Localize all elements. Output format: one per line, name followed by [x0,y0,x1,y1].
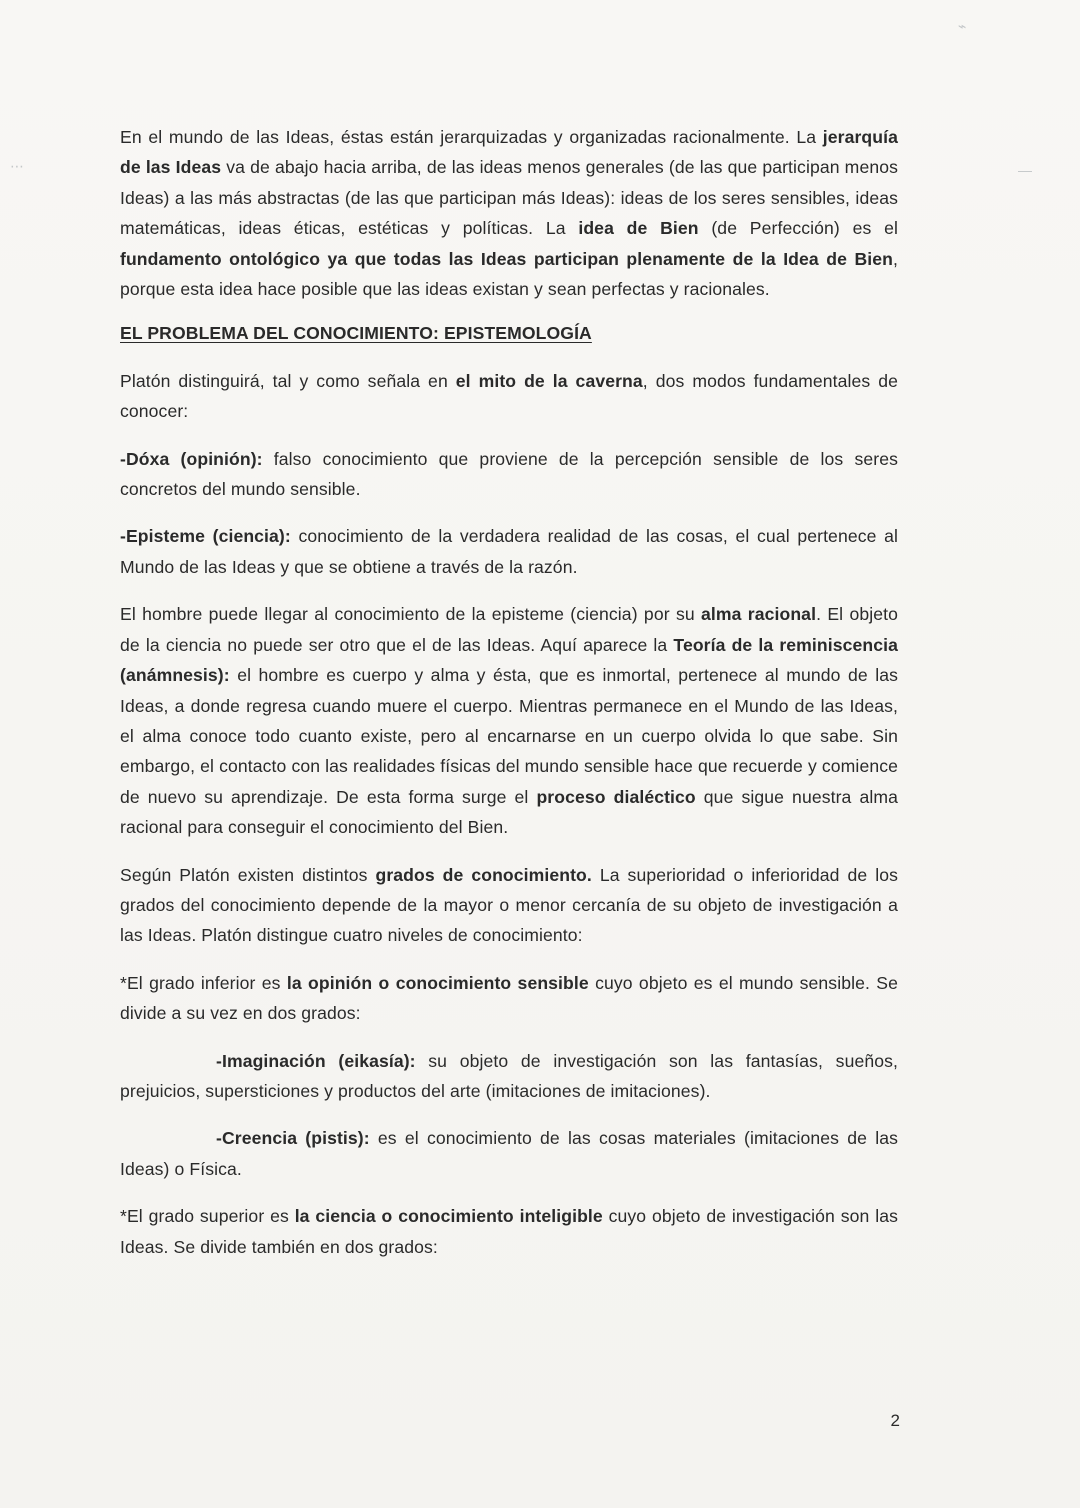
scan-mark-icon: ⌁ [958,18,967,34]
paragraph-imaginacion: -Imaginación (eikasía): su objeto de investigación son las fantasías, sueños, prejuicios, supersticiones y productos del arte (imitaciones de imitaciones). [120,1050,898,1101]
paragraph-reminiscencia: El hombre puede llegar al conocimiento de la episteme (ciencia) por su alma racional. El objeto de la ciencia no puede ser otro que el de las Ideas. Aquí aparece la Teoría de la reminiscencia (anámnesis): el hombre es cuerpo y alma y ésta, que es inmortal, pertenece al mundo de las Ideas, a donde regresa cuando muere el cuerpo. Mientras permanece en el Mundo de las Ideas, el alma conoce todo cuanto existe, pero al encarnarse en un cuerpo olvida lo que sabe. Sin embargo, el contacto con las realidades físicas del mundo sensible hace que recuerde y comience de nuevo su aprendizaje. De esta forma surge el proceso dialéctico que sigue nuestra alma racional para conseguir el conocimiento del Bien. [120,604,898,838]
paragraph-grado-superior: *El grado superior es la ciencia o conocimiento inteligible cuyo objeto de investigación son las Ideas. Se divide también en dos grados: [120,1206,899,1257]
paragraph-grado-inferior: *El grado inferior es la opinión o conocimiento sensible cuyo objeto es el mundo sensible. Se divide a su vez en dos grados: [120,972,898,1024]
paragraph-episteme: -Episteme (ciencia): conocimiento de la verdadera realidad de las cosas, el cual pertenece al Mundo de las Ideas y que se obtiene a través de la razón. [120,526,899,577]
paragraph-modos-conocer: Platón distinguirá, tal y como señala en el mito de la caverna, dos modos fundamentales de conocer: [120,370,898,422]
document-body [120,122,898,1262]
paragraph-jerarquia-ideas: En el mundo de las Ideas, éstas están jerarquizadas y organizadas racionalmente. La jerarquía de las Ideas va de abajo hacia arriba, de las ideas menos generales (de las que participan menos Ideas) a las más abstractas (de las que participan más Ideas): ideas de los seres sensibles, ideas matemáticas, ideas éticas, estéticas y políticas. La idea de Bien (de Perfección) es el fundamento ontológico ya que todas las Ideas participan plenamente de la Idea de Bien, porque esta idea hace posible que las ideas existan y sean perfectas y racionales. [120,127,898,300]
paragraph-creencia: -Creencia (pistis): es el conocimiento de las cosas materiales (imitaciones de las Ideas) o Física. [120,1128,898,1179]
paragraph-doxa: -Dóxa (opinión): falso conocimiento que proviene de la percepción sensible de los seres concretos del mundo sensible. [120,448,898,500]
page-number: 2 [890,1411,900,1430]
scan-mark-icon: ⋯ [10,158,24,174]
scan-mark-icon: — [1018,162,1032,178]
section-heading-epistemologia: EL PROBLEMA DEL CONOCIMIENTO: EPISTEMOLOGÍA [120,323,592,344]
paragraph-grados-conocimiento: Según Platón existen distintos grados de conocimiento. La superioridad o inferioridad de los grados del conocimiento depende de la mayor o menor cercanía de su objeto de investigación a las Ideas. Platón distingue cuatro niveles de conocimiento: [120,864,898,946]
